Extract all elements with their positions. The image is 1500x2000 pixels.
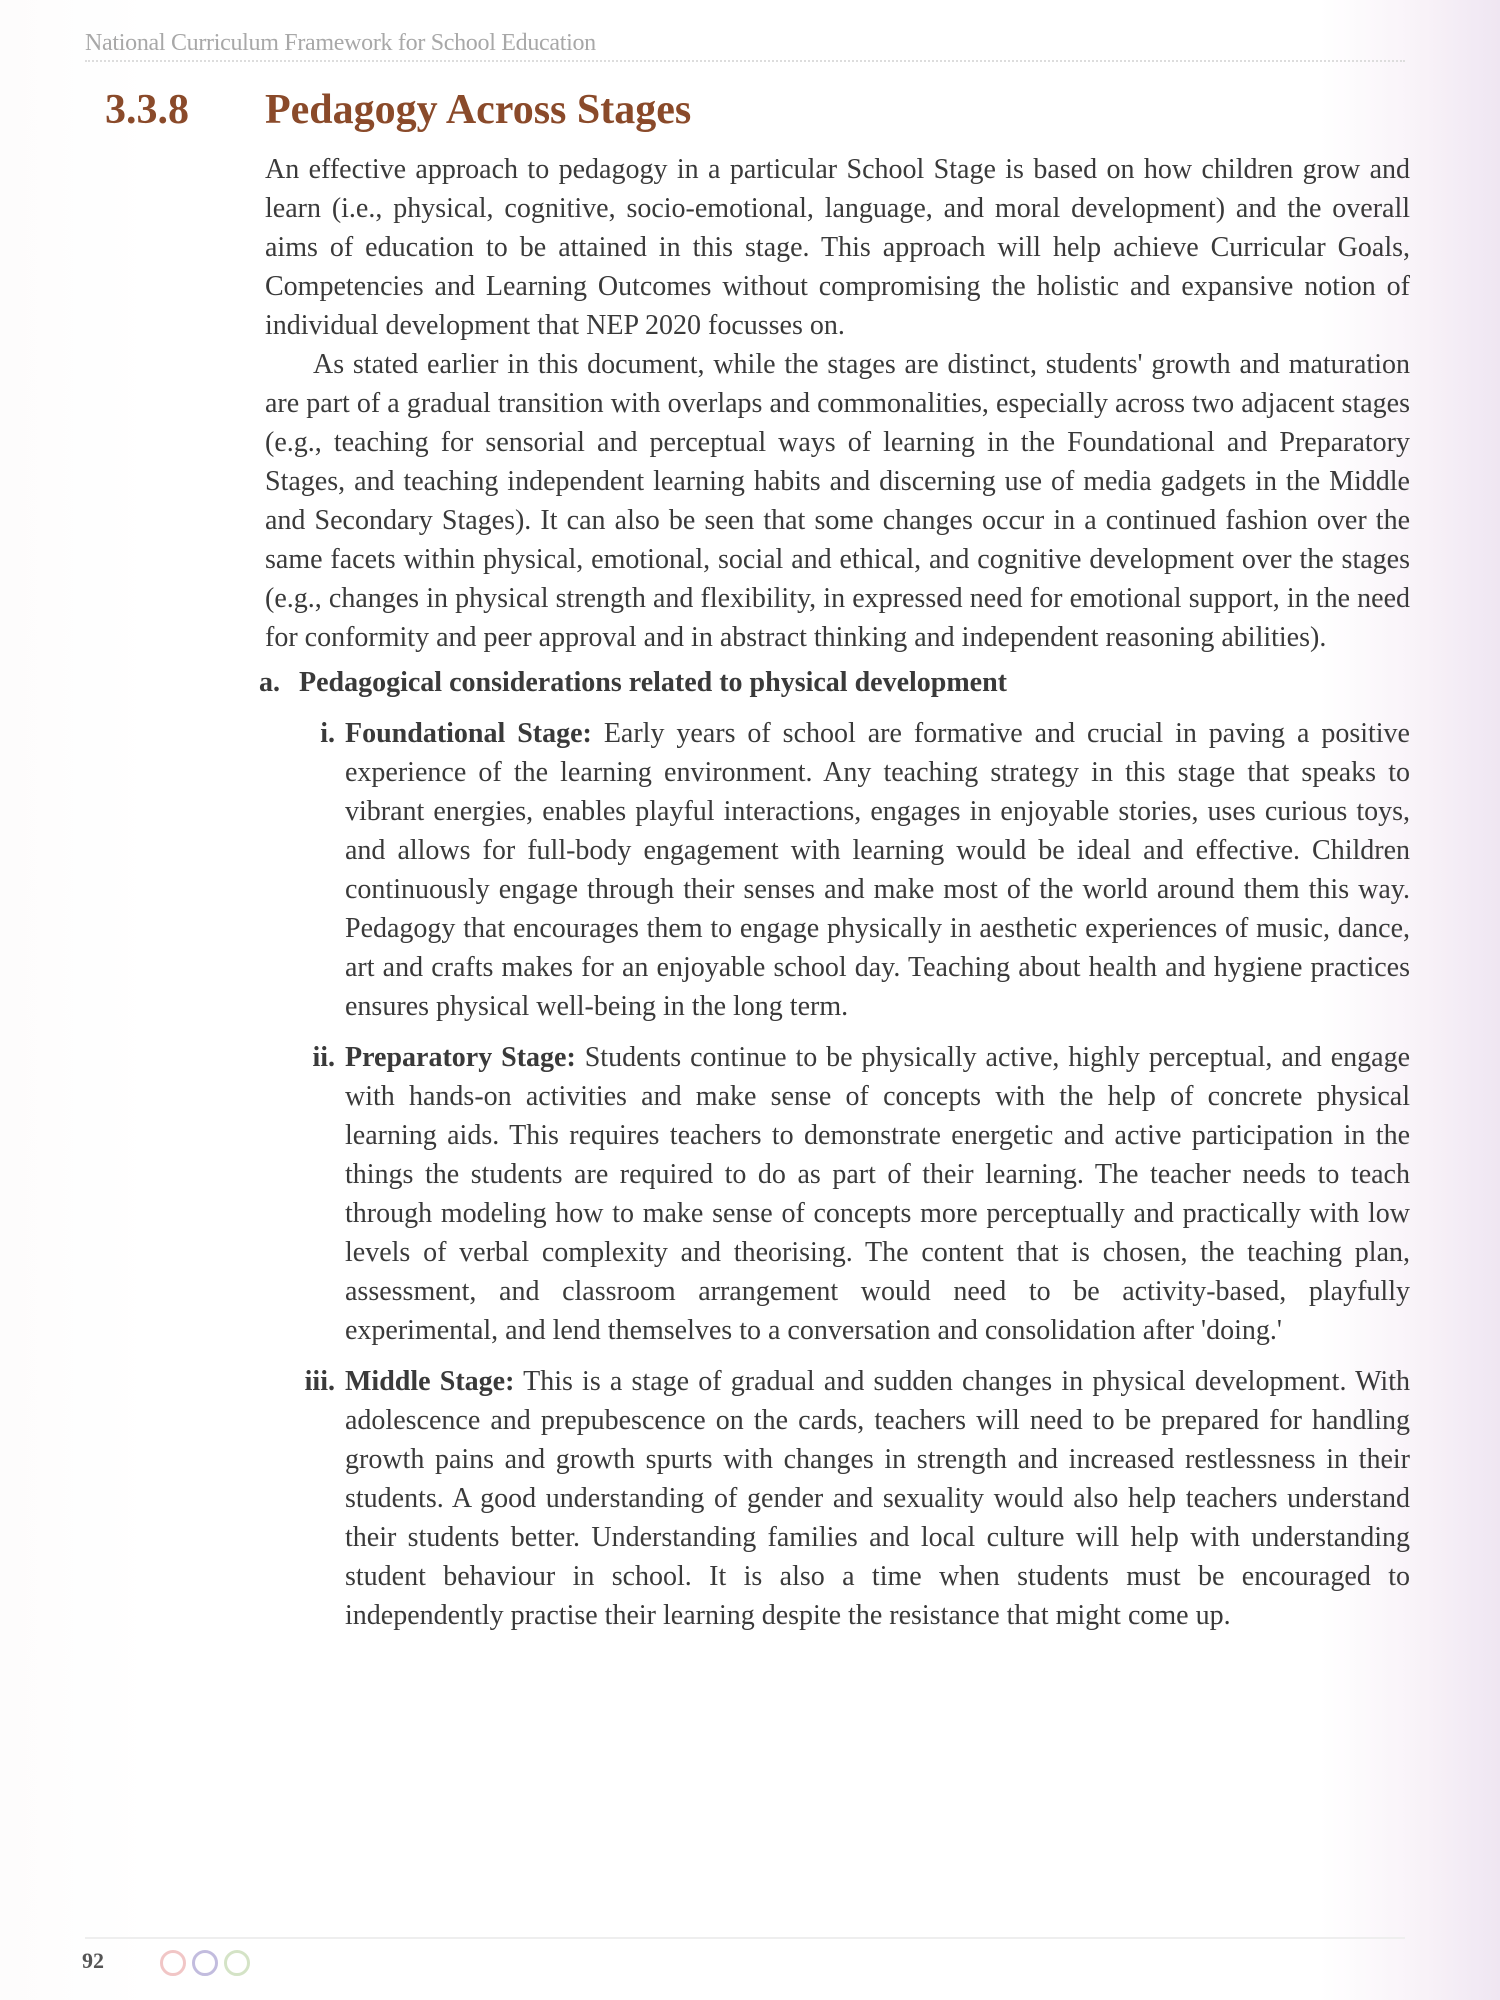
list-item xyxy=(265,714,1410,1026)
list-item xyxy=(265,1038,1410,1350)
paragraph: As stated earlier in this document, while the stages are distinct, students' growth and maturation are part of a gradual transition with overlaps and commonalities, especially across two adjacent stages (e.g., teaching for sensorial and perceptual ways of learning in the Foundational and Preparatory Stages, and teaching independent learning habits and discerning use of media gadgets in the Middle and Secondary Stages). It can also be seen that some changes occur in a continued fashion over the same facets within physical, emotional, social and ethical, and cognitive development over the stages (e.g., changes in physical strength and flexibility, in expressed need for emotional support, in the need for conformity and peer approval and in abstract thinking and independent reasoning abilities). xyxy=(265,349,1410,653)
running-head: National Curriculum Framework for School Education xyxy=(85,30,596,56)
list-marker: iii. xyxy=(304,1366,335,1397)
list-marker: ii. xyxy=(312,1042,335,1073)
section-title: Pedagogy Across Stages xyxy=(265,87,692,133)
item-label: Preparatory Stage: xyxy=(345,1042,576,1073)
item-text: Early years of school are formative and crucial in paving a positive experience of the learning environment. Any teaching strategy in this stage that speaks to vibrant energies, enables playful interactions, engages in enjoyable stories, uses curious toys, and allows for full-body engagement with learning would be ideal and effective. Children continuously engage through their senses and make most of the world around them this way. Pedagogy that encourages them to engage physically in aesthetic experiences of music, dance, art and crafts makes for an enjoyable school day. Teaching about health and hygiene practices ensures physical well-being in the long term. xyxy=(345,718,1410,1022)
item-label: Foundational Stage: xyxy=(345,718,592,749)
subsection-heading xyxy=(259,663,1404,702)
footer-rule xyxy=(85,1937,1405,1939)
body-text xyxy=(259,150,1411,1635)
item-text: This is a stage of gradual and sudden changes in physical development. With adolescence and prepubescence on the cards, teachers will need to be prepared for handling growth pains and growth spurts with changes in strength and increased restlessness in their students. A good understanding of gender and sexuality would also help teachers understand their students better. Understanding families and local culture will help with understanding student behaviour in school. It is also a time when students must be encouraged to independently practise their learning despite the resistance that might come up. xyxy=(345,1366,1410,1631)
header-rule xyxy=(85,60,1405,62)
item-text: Students continue to be physically active, highly perceptual, and engage with hands-on activities and make sense of concepts with the help of concrete physical learning aids. This requires teachers to demonstrate energetic and active participation in the things the students are required to do as part of their learning. The teacher needs to teach through modeling how to make sense of concepts more perceptually and practically with low levels of verbal complexity and theorising. The content that is chosen, the teaching plan, assessment, and classroom arrangement would need to be activity-based, playfully experimental, and lend themselves to a conversation and consolidation after 'doing.' xyxy=(345,1042,1411,1346)
section-number: 3.3.8 xyxy=(105,87,189,133)
page-number: 92 xyxy=(82,1948,104,1973)
footer-logos xyxy=(160,1950,250,1976)
logo-icon xyxy=(192,1950,218,1976)
list-marker: i. xyxy=(320,718,335,749)
item-label: Middle Stage: xyxy=(345,1366,515,1397)
subsection-marker: a. xyxy=(259,667,280,698)
logo-icon xyxy=(160,1950,186,1976)
list-item xyxy=(265,1362,1410,1635)
paragraph: An effective approach to pedagogy in a particular School Stage is based on how children grow and learn (i.e., physical, cognitive, socio-emotional, language, and moral development) and the overall aims of education to be attained in this stage. This approach will help achieve Curricular Goals, Competencies and Learning Outcomes without compromising the holistic and expansive notion of individual development that NEP 2020 focusses on. xyxy=(265,154,1410,341)
logo-icon xyxy=(224,1950,250,1976)
subsection-title: Pedagogical considerations related to physical development xyxy=(299,667,1007,698)
